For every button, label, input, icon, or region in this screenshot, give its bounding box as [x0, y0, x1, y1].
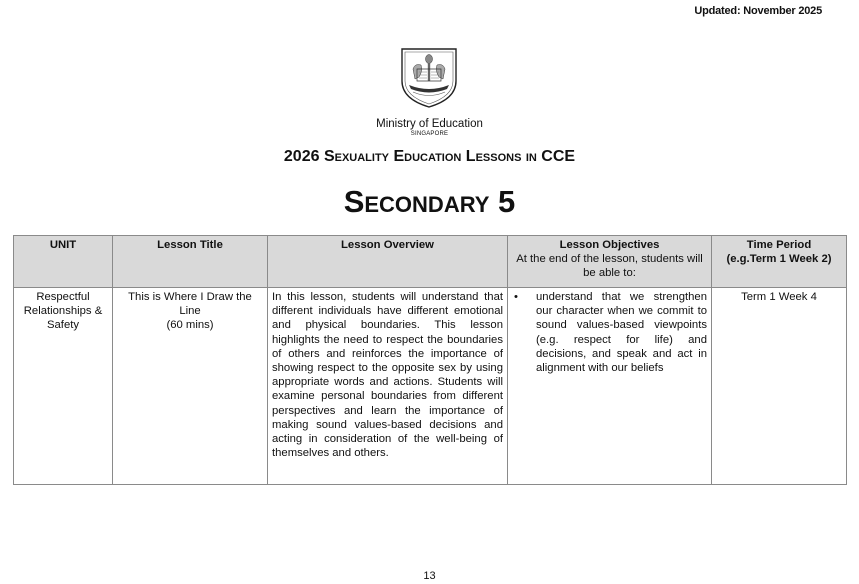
column-header-lesson-title: Lesson Title: [113, 236, 268, 288]
cell-lesson-objectives: [508, 288, 712, 485]
lesson-title: This is Where I Draw the Line: [128, 291, 252, 318]
objectives-list: [512, 290, 707, 375]
column-header-lesson-objectives: Lesson Objectives At the end of the lesson, students will be able to:: [508, 236, 712, 288]
table-row: [14, 288, 847, 485]
cell-time-period: Term 1 Week 4: [712, 288, 847, 485]
document-title: Secondary 5: [343, 184, 516, 219]
lesson-duration: (60 mins): [166, 319, 214, 332]
lessons-table: [13, 235, 847, 485]
page-number: 13: [423, 570, 436, 582]
document-subtitle: [0, 148, 859, 166]
table-header-row: [14, 236, 847, 288]
column-subheader-time-period: (e.g.Term 1 Week 2): [726, 253, 832, 266]
cell-unit: Respectful Relationships & Safety: [14, 288, 113, 485]
column-subheader-objectives: At the end of the lesson, students will be able to:: [516, 253, 703, 280]
ministry-name: Ministry of Education: [376, 118, 483, 130]
subtitle-year: 2026: [283, 148, 320, 165]
column-header-unit: UNIT: [14, 236, 113, 288]
moe-crest-logo: [399, 47, 459, 109]
objective-item: • understand that we strengthen our character when we commit to sound values-based viewpoints (e.g. respect for life) and decisions, and speak and act in alignment with our beliefs: [514, 291, 707, 375]
column-header-lesson-overview: Lesson Overview: [268, 236, 508, 288]
bullet-icon: •: [514, 291, 518, 303]
column-header-time-period: Time Period (e.g.Term 1 Week 2): [712, 236, 847, 288]
subtitle-text: Sexuality Education Lessons in CCE: [323, 148, 576, 165]
ministry-country: SINGAPORE: [410, 131, 449, 137]
updated-date: Updated: November 2025: [694, 5, 822, 17]
cell-lesson-title: [113, 288, 268, 485]
cell-lesson-overview: In this lesson, students will understand that different individuals have different emotional and physical boundaries. This lesson highlights the need to respect the boundaries of others and reinforces the importance of showing respect to the opposite sex by using appropriate words and actions. Students will examine personal boundaries from different perspectives and learn the importance of making sound values-based decisions and acting in consideration of the well-being of themselves and others.: [268, 288, 508, 485]
